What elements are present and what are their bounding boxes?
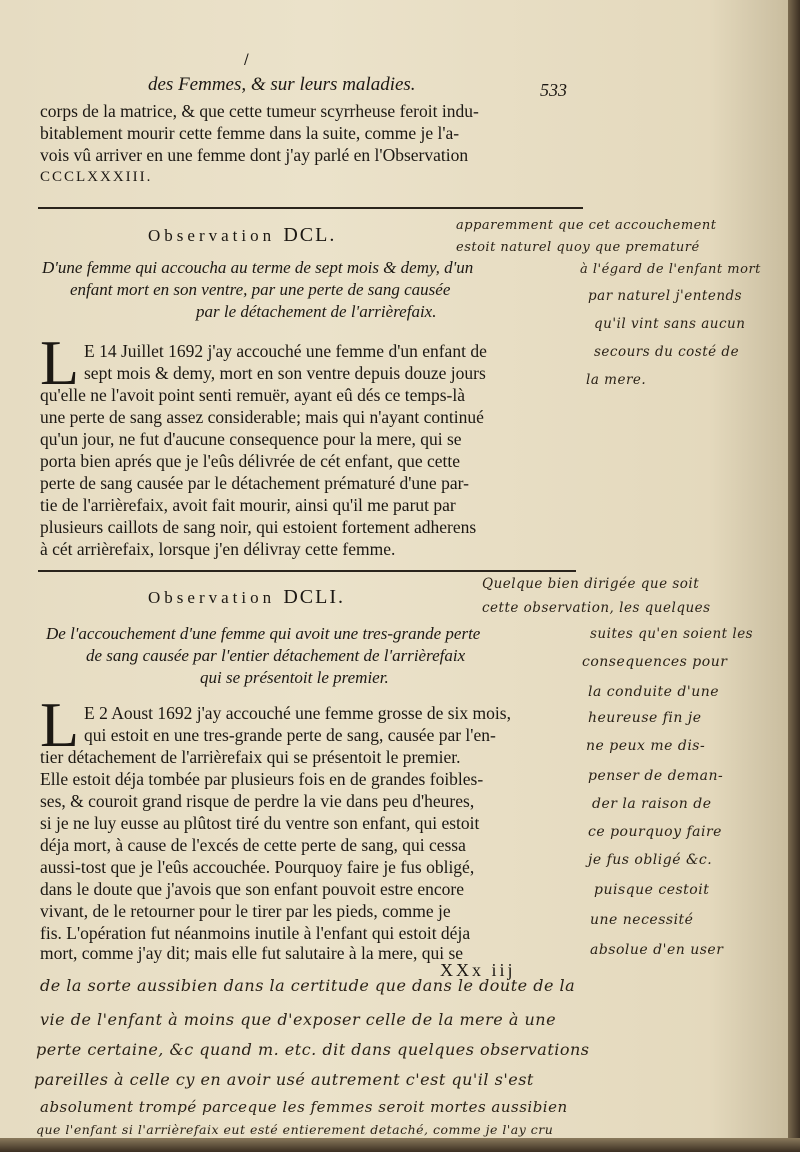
running-head: des Femmes, & sur leurs maladies. (148, 74, 416, 95)
handwritten-note: je fus obligé &c. (588, 852, 713, 868)
observation-subtitle: qui se présentoit le premier. (200, 668, 389, 687)
observation-subtitle: de sang causée par l'entier détachement de l'arrièrefaix (86, 646, 466, 665)
observation-label: Observation (148, 226, 276, 245)
continuation-line: vois vû arriver en une femme dont j'ay parlé en l'Observation (40, 145, 469, 165)
handwritten-note: qu'il vint sans aucun (594, 316, 746, 332)
handwritten-note: par naturel j'entends (588, 288, 743, 304)
handwritten-note: consequences pour (582, 654, 728, 670)
observation-label: Observation (148, 588, 276, 607)
handwritten-note: perte certaine, &c quand m. etc. dit dans quelques observations (36, 1040, 590, 1059)
body-line: tie de l'arrièrefaix, avoit fait mourir, ainsi qu'il me parut par (40, 495, 456, 515)
body-line: qui estoit en une tres-grande perte de sang, causée par l'en- (84, 725, 496, 745)
signature-mark: XXx iij (440, 960, 516, 980)
handwritten-note: ce pourquoy faire (588, 824, 722, 840)
page-edge (788, 0, 800, 1152)
handwritten-note: apparemment que cet accouchement (456, 218, 717, 233)
body-line: aussi-tost que je l'eûs accouchée. Pourquoy faire je fus obligé, (40, 857, 475, 877)
observation-number: DCL. (283, 224, 337, 246)
drop-cap: L (40, 689, 80, 760)
observation-subtitle: De l'accouchement d'une femme qui avoit une tres-grande perte (46, 624, 481, 643)
observation-title (148, 586, 345, 609)
drop-cap: L (40, 327, 80, 398)
body-line: vivant, de le retourner pour le tirer par les pieds, comme je (40, 901, 451, 921)
body-line: une perte de sang assez considerable; mais qui n'ayant continué (40, 407, 484, 427)
observation-subtitle: enfant mort en son ventre, par une perte de sang causée (70, 280, 451, 299)
handwritten-note: estoit naturel quoy que prematuré (456, 240, 700, 255)
handwritten-note: une necessité (590, 912, 694, 928)
handwritten-note: de la sorte aussibien dans la certitude que dans le doute de la (40, 976, 576, 995)
handwritten-note: secours du costé de (594, 344, 740, 360)
handwritten-note: à l'égard de l'enfant mort (580, 262, 761, 277)
body-line: perte de sang causée par le détachement prématuré d'une par- (40, 473, 469, 493)
observation-title (148, 224, 336, 247)
pen-tick-mark: / (244, 52, 249, 68)
body-line: ses, & couroit grand risque de perdre la vie dans peu d'heures, (40, 791, 475, 811)
body-line: Elle estoit déja tombée par plusieurs fois en de grandes foibles- (40, 769, 484, 789)
body-line: fis. L'opération fut néanmoins inutile à l'enfant qui estoit déja (40, 923, 471, 943)
page-bottom-edge (0, 1138, 800, 1152)
continuation-line: bitablement mourir cette femme dans la suite, comme je l'a- (40, 123, 460, 143)
body-line: si je ne luy eusse au plûtost tiré du ventre son enfant, qui estoit (40, 813, 480, 833)
observation-subtitle: D'une femme qui accoucha au terme de sept mois & demy, d'un (42, 258, 474, 277)
observation-number: DCLI. (283, 586, 346, 608)
section-rule (38, 570, 576, 572)
handwritten-note: pareilles à celle cy en avoir usé autrement c'est qu'il s'est (34, 1070, 534, 1089)
body-line: sept mois & demy, mort en son ventre depuis douze jours (84, 363, 486, 383)
body-line: tier détachement de l'arrièrefaix qui se présentoit le premier. (40, 747, 461, 767)
handwritten-note: suites qu'en soient les (590, 626, 754, 642)
handwritten-note: ne peux me dis- (586, 738, 706, 754)
body-line: plusieurs caillots de sang noir, qui estoient fortement adherens (40, 517, 477, 537)
body-line: mort, comme j'ay dit; mais elle fut salutaire à la mere, qui se (40, 943, 464, 963)
body-line: E 2 Aoust 1692 j'ay accouché une femme grosse de six mois, (84, 703, 511, 723)
body-line: qu'un jour, ne fut d'aucune consequence pour la mere, qui se (40, 429, 462, 449)
continuation-line: CCCLXXXIII. (40, 169, 153, 185)
handwritten-note: absolue d'en user (590, 942, 724, 958)
body-line: dans le doute que j'avois que son enfant pouvoit estre encore (40, 879, 464, 899)
section-rule (38, 207, 583, 209)
handwritten-note: que l'enfant si l'arrièrefaix eut esté entierement detaché, comme je l'ay cru (36, 1122, 554, 1137)
handwritten-note: penser de deman- (588, 768, 724, 784)
body-line: déja mort, à cause de l'excés de cette perte de sang, qui cessa (40, 835, 466, 855)
body-line: à cét arrièrefaix, lorsque j'en délivray cette femme. (40, 539, 396, 559)
handwritten-note: Quelque bien dirigée que soit (482, 576, 700, 592)
continuation-line: corps de la matrice, & que cette tumeur scyrrheuse feroit indu- (40, 101, 479, 121)
handwritten-note: puisque cestoit (594, 882, 710, 898)
body-line: porta bien aprés que je l'eûs délivrée de cét enfant, que cette (40, 451, 461, 471)
observation-subtitle: par le détachement de l'arrièrefaix. (196, 302, 437, 321)
handwritten-note: absolument trompé parceque les femmes seroit mortes aussibien (40, 1098, 568, 1116)
handwritten-note: heureuse fin je (588, 710, 702, 726)
handwritten-note: der la raison de (592, 796, 712, 812)
handwritten-note: la mere. (586, 372, 647, 388)
body-line: qu'elle ne l'avoit point senti remuër, ayant eû dés ce temps-là (40, 385, 465, 405)
handwritten-note: cette observation, les quelques (482, 600, 711, 616)
handwritten-note: la conduite d'une (588, 684, 720, 700)
page-number: 533 (540, 80, 567, 100)
handwritten-note: vie de l'enfant à moins que d'exposer celle de la mere à une (40, 1010, 557, 1029)
body-line: E 14 Juillet 1692 j'ay accouché une femme d'un enfant de (84, 341, 487, 361)
